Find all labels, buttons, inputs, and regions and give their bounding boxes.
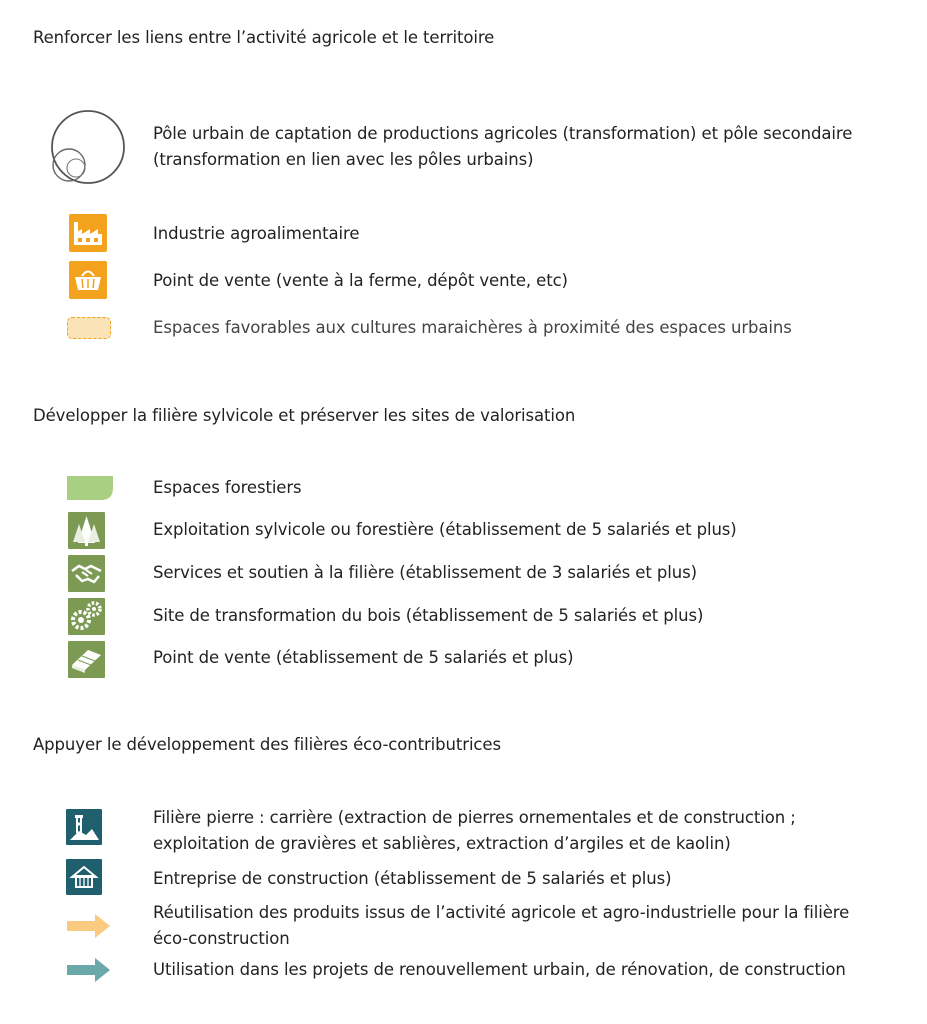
legend-item-wood-sales xyxy=(153,645,573,671)
legend-item-text-line: Services et soutien à la filière (établissement de 3 salariés et plus) xyxy=(153,563,697,582)
basket-icon xyxy=(69,261,107,299)
legend-item-text-line: éco-construction xyxy=(153,929,290,948)
legend-item-text-line: Filière pierre : carrière (extraction de pierres ornementales et de construction ; xyxy=(153,808,796,827)
legend-item-text-line: Exploitation sylvicole ou forestière (établissement de 5 salariés et plus) xyxy=(153,520,737,539)
legend-item-text-line: Industrie agroalimentaire xyxy=(153,224,360,243)
legend-item-farm-sales xyxy=(153,268,568,294)
legend-item-urban-renewal xyxy=(153,957,846,983)
section-title-eco-contributing: Appuyer le développement des filières éco-contributrices xyxy=(33,735,501,754)
arrow-orange-icon xyxy=(67,913,111,939)
legend-item-forest-areas xyxy=(153,475,302,501)
legend-item-agrofood-industry xyxy=(153,221,359,247)
trees-icon xyxy=(68,512,105,549)
factory-icon xyxy=(69,214,107,252)
dashed-area-icon xyxy=(67,317,111,339)
legend-item-text-line: Point de vente (vente à la ferme, dépôt vente, etc) xyxy=(153,271,568,290)
legend-item-text-line: Réutilisation des produits issus de l’activité agricole et agro-industrielle pour la filière xyxy=(153,903,850,922)
legend-item-text-line: Espaces forestiers xyxy=(153,478,302,497)
legend-item-text-line: Utilisation dans les projets de renouvellement urbain, de rénovation, de construction xyxy=(153,960,846,979)
legend-item-forestry-services xyxy=(153,560,697,586)
legend-item-construction-company xyxy=(153,866,671,892)
gears-icon xyxy=(68,598,105,635)
forest-area-icon xyxy=(67,476,113,500)
house-construction-icon xyxy=(66,859,102,895)
legend-item-wood-processing xyxy=(153,603,703,629)
legend-item-stone-industry xyxy=(153,805,796,857)
legend-item-agri-reuse xyxy=(153,900,849,952)
handshake-icon xyxy=(68,555,105,592)
section-title-forestry: Développer la filière sylvicole et préserver les sites de valorisation xyxy=(33,406,576,425)
legend-item-text-line: Pôle urbain de captation de productions agricoles (transformation) et pôle secondaire xyxy=(153,124,853,143)
circles-icon xyxy=(44,107,126,189)
legend-item-text-line: Entreprise de construction (établissement de 5 salariés et plus) xyxy=(153,869,672,888)
legend-item-text-line: (transformation en lien avec les pôles urbains) xyxy=(153,150,534,169)
arrow-teal-icon xyxy=(67,957,111,983)
legend-item-text-line: Site de transformation du bois (établissement de 5 salariés et plus) xyxy=(153,606,704,625)
planks-icon xyxy=(68,641,105,678)
legend-item-forestry-exploitation xyxy=(153,517,737,543)
legend-item-text-line: Point de vente (établissement de 5 salariés et plus) xyxy=(153,648,574,667)
legend-item-text-line: exploitation de gravières et sablières, extraction d’argiles et de kaolin) xyxy=(153,834,731,853)
legend-item-text-line: Espaces favorables aux cultures maraichères à proximité des espaces urbains xyxy=(153,318,792,337)
quarry-icon xyxy=(66,809,102,845)
section-title-agriculture: Renforcer les liens entre l’activité agricole et le territoire xyxy=(33,28,495,47)
legend-item-urban-pole xyxy=(153,121,852,173)
legend-item-market-gardening xyxy=(153,315,792,341)
